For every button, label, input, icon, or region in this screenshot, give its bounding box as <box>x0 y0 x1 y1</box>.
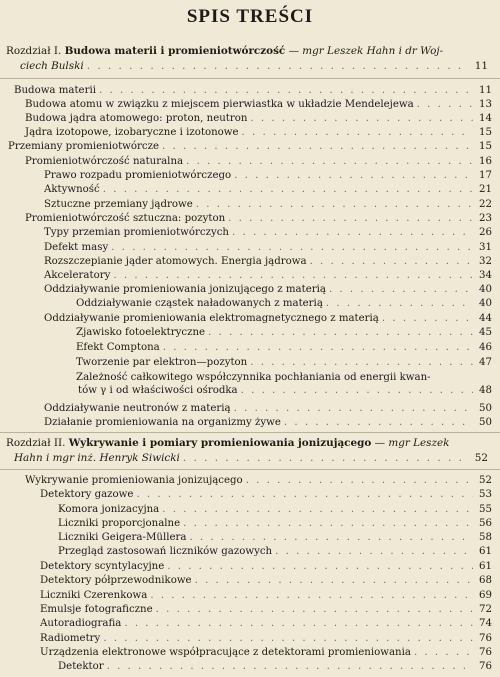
chapter-1-prefix: Rozdział I. <box>6 45 62 57</box>
toc-entry[interactable]: Liczniki Czerenkowa . . . 69 <box>40 589 492 602</box>
toc-entry[interactable]: Sztuczne przemiany jądrowe . . . 22 <box>44 198 492 211</box>
toc-entry[interactable]: Detektory półprzewodnikowe . . . 68 <box>40 574 492 587</box>
chapter-1-heading <box>6 44 490 73</box>
toc-entry[interactable]: Efekt Comptona . . . 46 <box>76 341 492 354</box>
toc-entry[interactable]: Komora jonizacyjna . . . 55 <box>58 503 492 516</box>
toc-entry[interactable]: Promieniotwórczość sztuczna: pozyton . . . 23 <box>25 212 492 225</box>
toc-entry[interactable]: Budowa jądra atomowego: proton, neutron . . . 14 <box>25 112 492 125</box>
chapter-2-authors-line1: mgr Leszek <box>388 437 450 449</box>
toc-entry[interactable]: Emulsje fotograficzne . . . 72 <box>40 603 492 616</box>
toc-entry[interactable]: Akceleratory . . . 34 <box>44 269 492 282</box>
chapter-2-page: 52 <box>474 451 488 464</box>
chapter-1-dash: — <box>288 45 299 57</box>
toc-entry[interactable]: Prawo rozpadu promieniotwórczego . . . 17 <box>44 169 492 182</box>
toc-entry[interactable]: Działanie promieniowania na organizmy żywe . . . 50 <box>44 416 492 429</box>
chapter-2-heading <box>6 436 490 465</box>
toc-entry[interactable]: Budowa materii . . . 11 <box>14 84 492 97</box>
toc-entry[interactable]: Wykrywanie promieniowania jonizującego . . . 52 <box>25 474 492 487</box>
toc-entry[interactable]: Zależność całkowitego współczynnika pochłaniania od energii kwan- tów γ i od właściwości ośrodka . . . 48 <box>76 371 492 397</box>
chapter-1-page: 11 <box>474 59 488 72</box>
chapter-1-authors-line1: mgr Leszek Hahn i dr Woj- <box>302 45 444 57</box>
toc-entry[interactable]: Rozszczepianie jąder atomowych. Energia jądrowa . . . 32 <box>44 255 492 268</box>
chapter-2-prefix: Rozdział II. <box>6 437 66 449</box>
toc-entry[interactable]: Oddziaływanie neutronów z materią . . . 50 <box>44 402 492 415</box>
toc-entry[interactable]: Urządzenia elektronowe współpracujące z detektorami promieniowania . . . 76 <box>40 646 492 659</box>
divider <box>0 469 500 470</box>
toc-entry[interactable]: Liczniki Geigera-Müllera . . . 58 <box>58 531 492 544</box>
chapter-1-title: Budowa materii i promieniotwórczość <box>64 45 286 57</box>
toc-entry[interactable]: Autoradiografia . . . 74 <box>40 617 492 630</box>
toc-entry[interactable]: Liczniki proporcjonalne . . . 56 <box>58 517 492 530</box>
toc-entry[interactable]: Tworzenie par elektron—pozyton . . . 47 <box>76 356 492 369</box>
toc-entry[interactable]: Oddziaływanie promieniowania elektromagnetycznego z materią . . . 44 <box>44 312 492 325</box>
toc-entry[interactable]: Budowa atomu w związku z miejscem pierwiastka w układzie Mendelejewa . . . 13 <box>25 98 492 111</box>
divider <box>0 78 500 79</box>
chapter-2-dash: — <box>374 437 386 449</box>
toc-entry[interactable]: Typy przemian promieniotwórczych . . . 26 <box>44 226 492 239</box>
leader-dots <box>183 451 469 466</box>
chapter-2-title: Wykrywanie i pomiary promieniowania jonizującego <box>68 437 372 449</box>
toc-entry[interactable]: Detektory scyntylacyjne . . . 61 <box>40 560 492 573</box>
toc-entry[interactable]: Oddziaływanie cząstek naładowanych z materią . . . 40 <box>76 297 492 310</box>
toc-entry[interactable]: Przemiany promieniotwórcze . . . 15 <box>8 140 492 153</box>
toc-entry[interactable]: Radiometry . . . 76 <box>40 632 492 645</box>
toc-entry[interactable]: Defekt masy . . . 31 <box>44 241 492 254</box>
toc-entry[interactable]: Promieniotwórczość naturalna . . . 16 <box>25 155 492 168</box>
chapter-1-authors-line2: ciech Bulski <box>20 59 84 72</box>
chapter-2-authors-line2: Hahn i mgr inż. Henryk Siwicki <box>14 451 180 464</box>
toc-entry[interactable]: Zjawisko fotoelektryczne . . . 45 <box>76 326 492 339</box>
toc-entry[interactable]: Jądra izotopowe, izobaryczne i izotonowe . . . 15 <box>25 126 492 139</box>
leader-dots <box>87 59 469 74</box>
toc-entry[interactable]: Przegląd zastosowań liczników gazowych . . . 61 <box>58 545 492 558</box>
toc-entry[interactable]: Detektory gazowe . . . 53 <box>40 488 492 501</box>
divider <box>0 432 500 433</box>
toc-entry[interactable]: Oddziaływanie promieniowania jonizującego z materią . . . 40 <box>44 283 492 296</box>
toc-entry[interactable]: Aktywność . . . 21 <box>44 183 492 196</box>
toc-entry[interactable]: Detektor . . . 76 <box>58 660 492 673</box>
page-title: SPIS TREŚCI <box>186 6 314 27</box>
